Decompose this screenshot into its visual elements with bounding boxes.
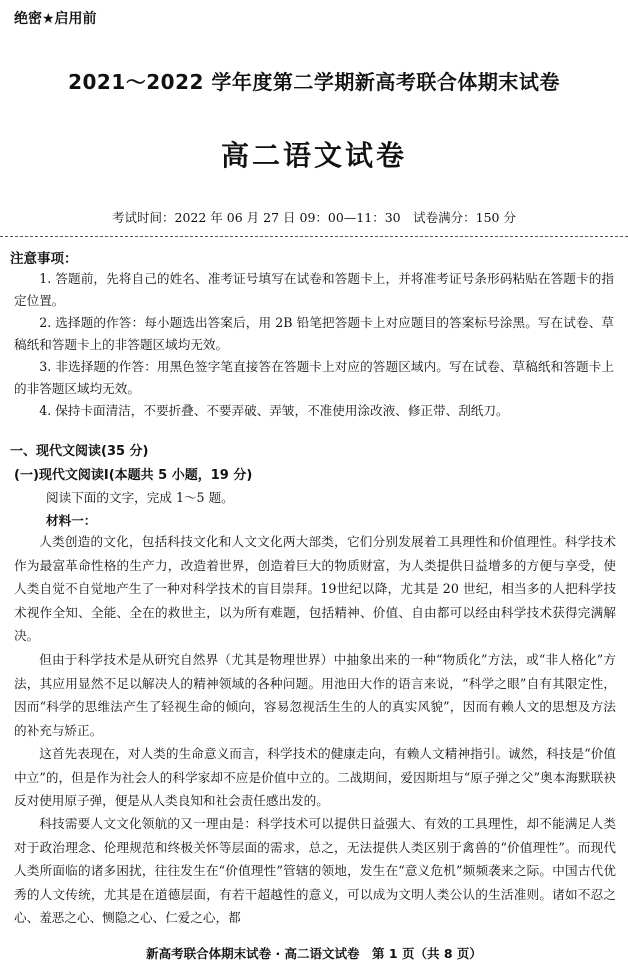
note-item-4: 4. 保持卡面清洁，不要折叠、不要弄破、弄皱，不准使用涂改液、修正带、刮纸刀。	[39, 403, 509, 418]
section-heading: 一、现代文阅读(35 分)	[10, 444, 149, 459]
exam-title: 2021～2022 学年度第二学期新高考联合体期末试卷	[68, 70, 560, 94]
notes-heading: 注意事项：	[10, 251, 78, 267]
exam-info: 考试时间：2022 年 06 月 27 日 09：00—11：30 试卷满分：150 分	[112, 210, 516, 225]
passage-paragraph-2: 但由于科学技术是从研究自然界（尤其是物理世界）中抽象出来的一种“物质化”方法，或“非人格化”方法，其应用显然不足以解决人的精神领域的各种问题。用池田大作的语言来说，“科学之眼”自有其限定性，因而“科学的思维法产生了轻视生命的倾向，容易忽视活生生的人的真实风貌”，因而有赖人文的思想及方法的补充与矫正。	[14, 652, 616, 738]
material-label: 材料一：	[46, 513, 97, 528]
secret-mark: 绝密★启用前	[14, 11, 97, 27]
sub-section-heading: (一)现代文阅读Ⅰ(本题共 5 小题，19 分)	[14, 468, 253, 483]
passage-paragraph-1: 人类创造的文化，包括科技文化和人文文化两大部类，它们分别发展着工具理性和价值理性。科学技术作为最富革命性格的生产力，改造着世界，创造着巨大的物质财富，为人类提供日益增多的方便与享受，使人类自觉不自觉地产生了一种对科学技术的盲目崇拜。19世纪以降，尤其是 20 世纪，相当多的人把科学技术视作全知、全能、全在的救世主，以为所有难题，包括精神、价值、自由都可以经由科学技术获得完满解决。	[14, 534, 616, 644]
note-item-2: 2. 选择题的作答：每小题选出答案后，用 2B 铅笔把答题卡上对应题目的答案标号涂黑。写在试卷、草稿纸和答题卡上的非答题区域均无效。	[14, 315, 614, 352]
passage-paragraph-4: 科技需要人文文化领航的又一理由是：科学技术可以提供日益强大、有效的工具理性，却不能满足人类对于政治理念、伦理规范和终极关怀等层面的需求，总之，无法提供人类区别于禽兽的“价值理性”。而现代人类所面临的诸多困扰，往往发生在“价值理性”管辖的领地，发生在“意义危机”频频袭来之际。中国古代优秀的人文传统，尤其是在道德层面，有若干超越性的意义，可以成为文明人类公认的生活准则。诸如不忍之心、羞恶之心、恻隐之心、仁爱之心，都	[14, 816, 616, 926]
header-divider	[0, 236, 628, 237]
page-footer: 新高考联合体期末试卷 · 高二语文试卷 第 1 页（共 8 页）	[146, 946, 482, 961]
note-item-1: 1. 答题前，先将自己的姓名、准考证号填写在试卷和答题卡上，并将准考证号条形码粘贴在答题卡的指定位置。	[14, 271, 614, 308]
reading-instruction: 阅读下面的文字，完成 1～5 题。	[46, 490, 234, 505]
note-item-3: 3. 非选择题的作答：用黑色签字笔直接答在答题卡上对应的答题区域内。写在试卷、草稿纸和答题卡上的非答题区域均无效。	[14, 359, 614, 396]
passage-paragraph-3: 这首先表现在，对人类的生命意义而言，科学技术的健康走向，有赖人文精神指引。诚然，科技是“价值中立”的，但是作为社会人的科学家却不应是价值中立的。二战期间，爱因斯坦与“原子弹之父”奥本海默联袂反对使用原子弹，便是从人类良知和社会责任感出发的。	[14, 746, 616, 809]
paper-title: 高二语文试卷	[220, 139, 407, 172]
